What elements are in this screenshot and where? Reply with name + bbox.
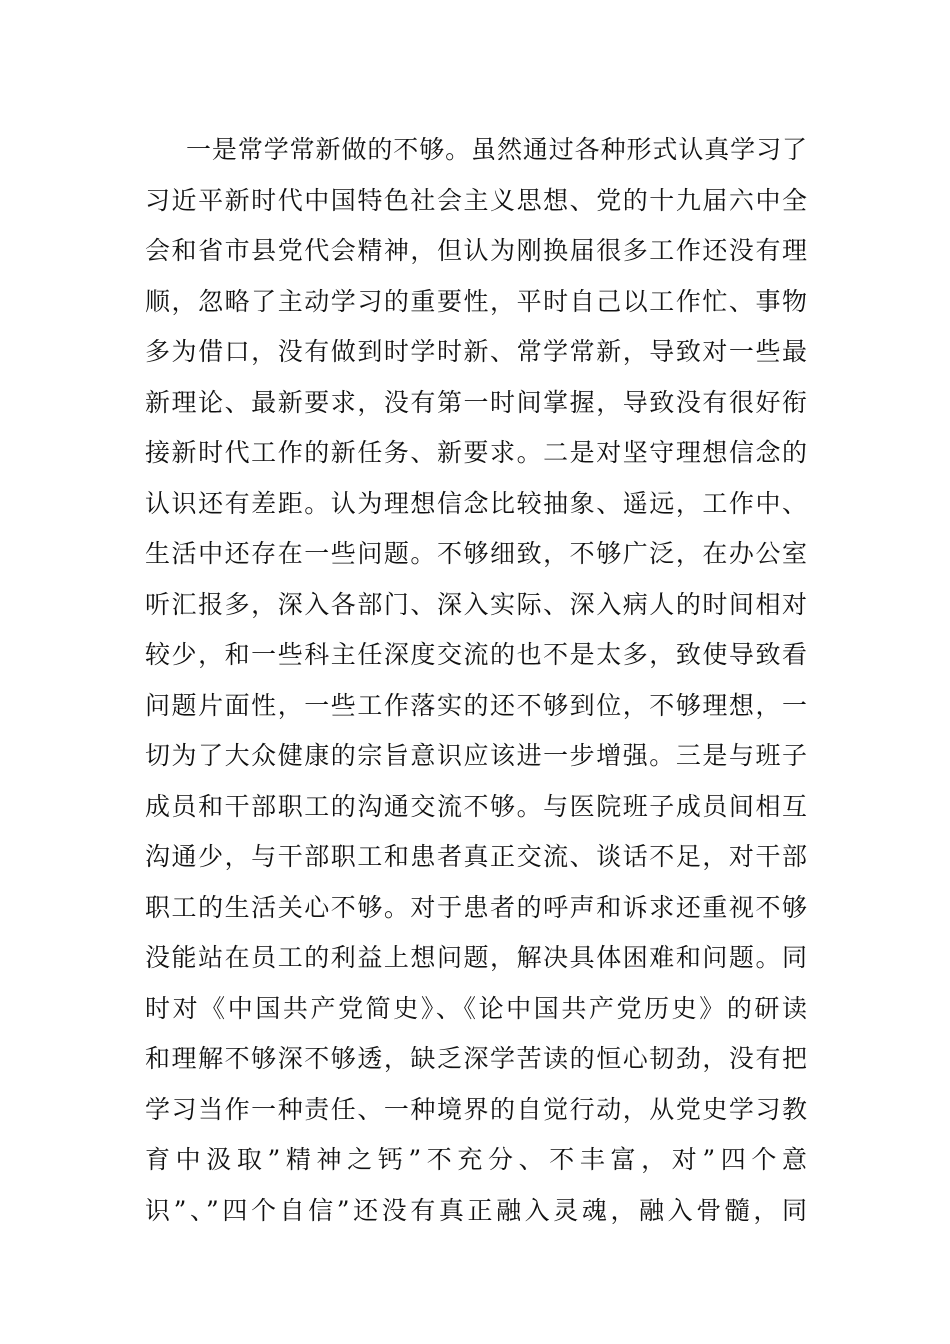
- paragraph-line: 生活中还存在一些问题。不够细致，不够广泛，在办公室: [145, 539, 807, 568]
- paragraph-line: 育中汲取”精神之钙”不充分、不丰富，对”四个意: [145, 1145, 807, 1174]
- paragraph-line: 没能站在员工的利益上想问题，解决具体困难和问题。同: [145, 943, 807, 972]
- paragraph-line: 多为借口，没有做到时学时新、常学常新，导致对一些最: [145, 337, 807, 366]
- paragraph-line: 识”、”四个自信”还没有真正融入灵魂，融入骨髓，同: [145, 1196, 807, 1225]
- paragraph-line: 沟通少，与干部职工和患者真正交流、谈话不足，对干部: [145, 842, 807, 871]
- paragraph-line: 较少，和一些科主任深度交流的也不是太多，致使导致看: [145, 640, 807, 669]
- paragraph-line: 听汇报多，深入各部门、深入实际、深入病人的时间相对: [145, 590, 807, 619]
- paragraph-line: 学习当作一种责任、一种境界的自觉行动，从党史学习教: [145, 1095, 807, 1124]
- paragraph-line: 问题片面性，一些工作落实的还不够到位，不够理想，一: [145, 691, 807, 720]
- paragraph-line: 顺，忽略了主动学习的重要性，平时自己以工作忙、事物: [145, 287, 807, 316]
- paragraph-line: 切为了大众健康的宗旨意识应该进一步增强。三是与班子: [145, 741, 807, 770]
- paragraph-line: 和理解不够深不够透，缺乏深学苦读的恒心韧劲，没有把: [145, 1044, 807, 1073]
- paragraph-line: 接新时代工作的新任务、新要求。二是对坚守理想信念的: [145, 438, 807, 467]
- paragraph-line: 新理论、最新要求，没有第一时间掌握，导致没有很好衔: [145, 388, 807, 417]
- paragraph-line: 习近平新时代中国特色社会主义思想、党的十九届六中全: [145, 186, 807, 215]
- paragraph-line: 一是常学常新做的不够。虽然通过各种形式认真学习了: [186, 135, 807, 164]
- paragraph-line: 职工的生活关心不够。对于患者的呼声和诉求还重视不够: [145, 893, 807, 922]
- paragraph-line: 会和省市县党代会精神，但认为刚换届很多工作还没有理: [145, 236, 807, 265]
- paragraph-line: 成员和干部职工的沟通交流不够。与医院班子成员间相互: [145, 792, 807, 821]
- paragraph-line: 时对《中国共产党简史》、《论中国共产党历史》的研读: [145, 994, 807, 1023]
- paragraph-line: 认识还有差距。认为理想信念比较抽象、遥远，工作中、: [145, 489, 807, 518]
